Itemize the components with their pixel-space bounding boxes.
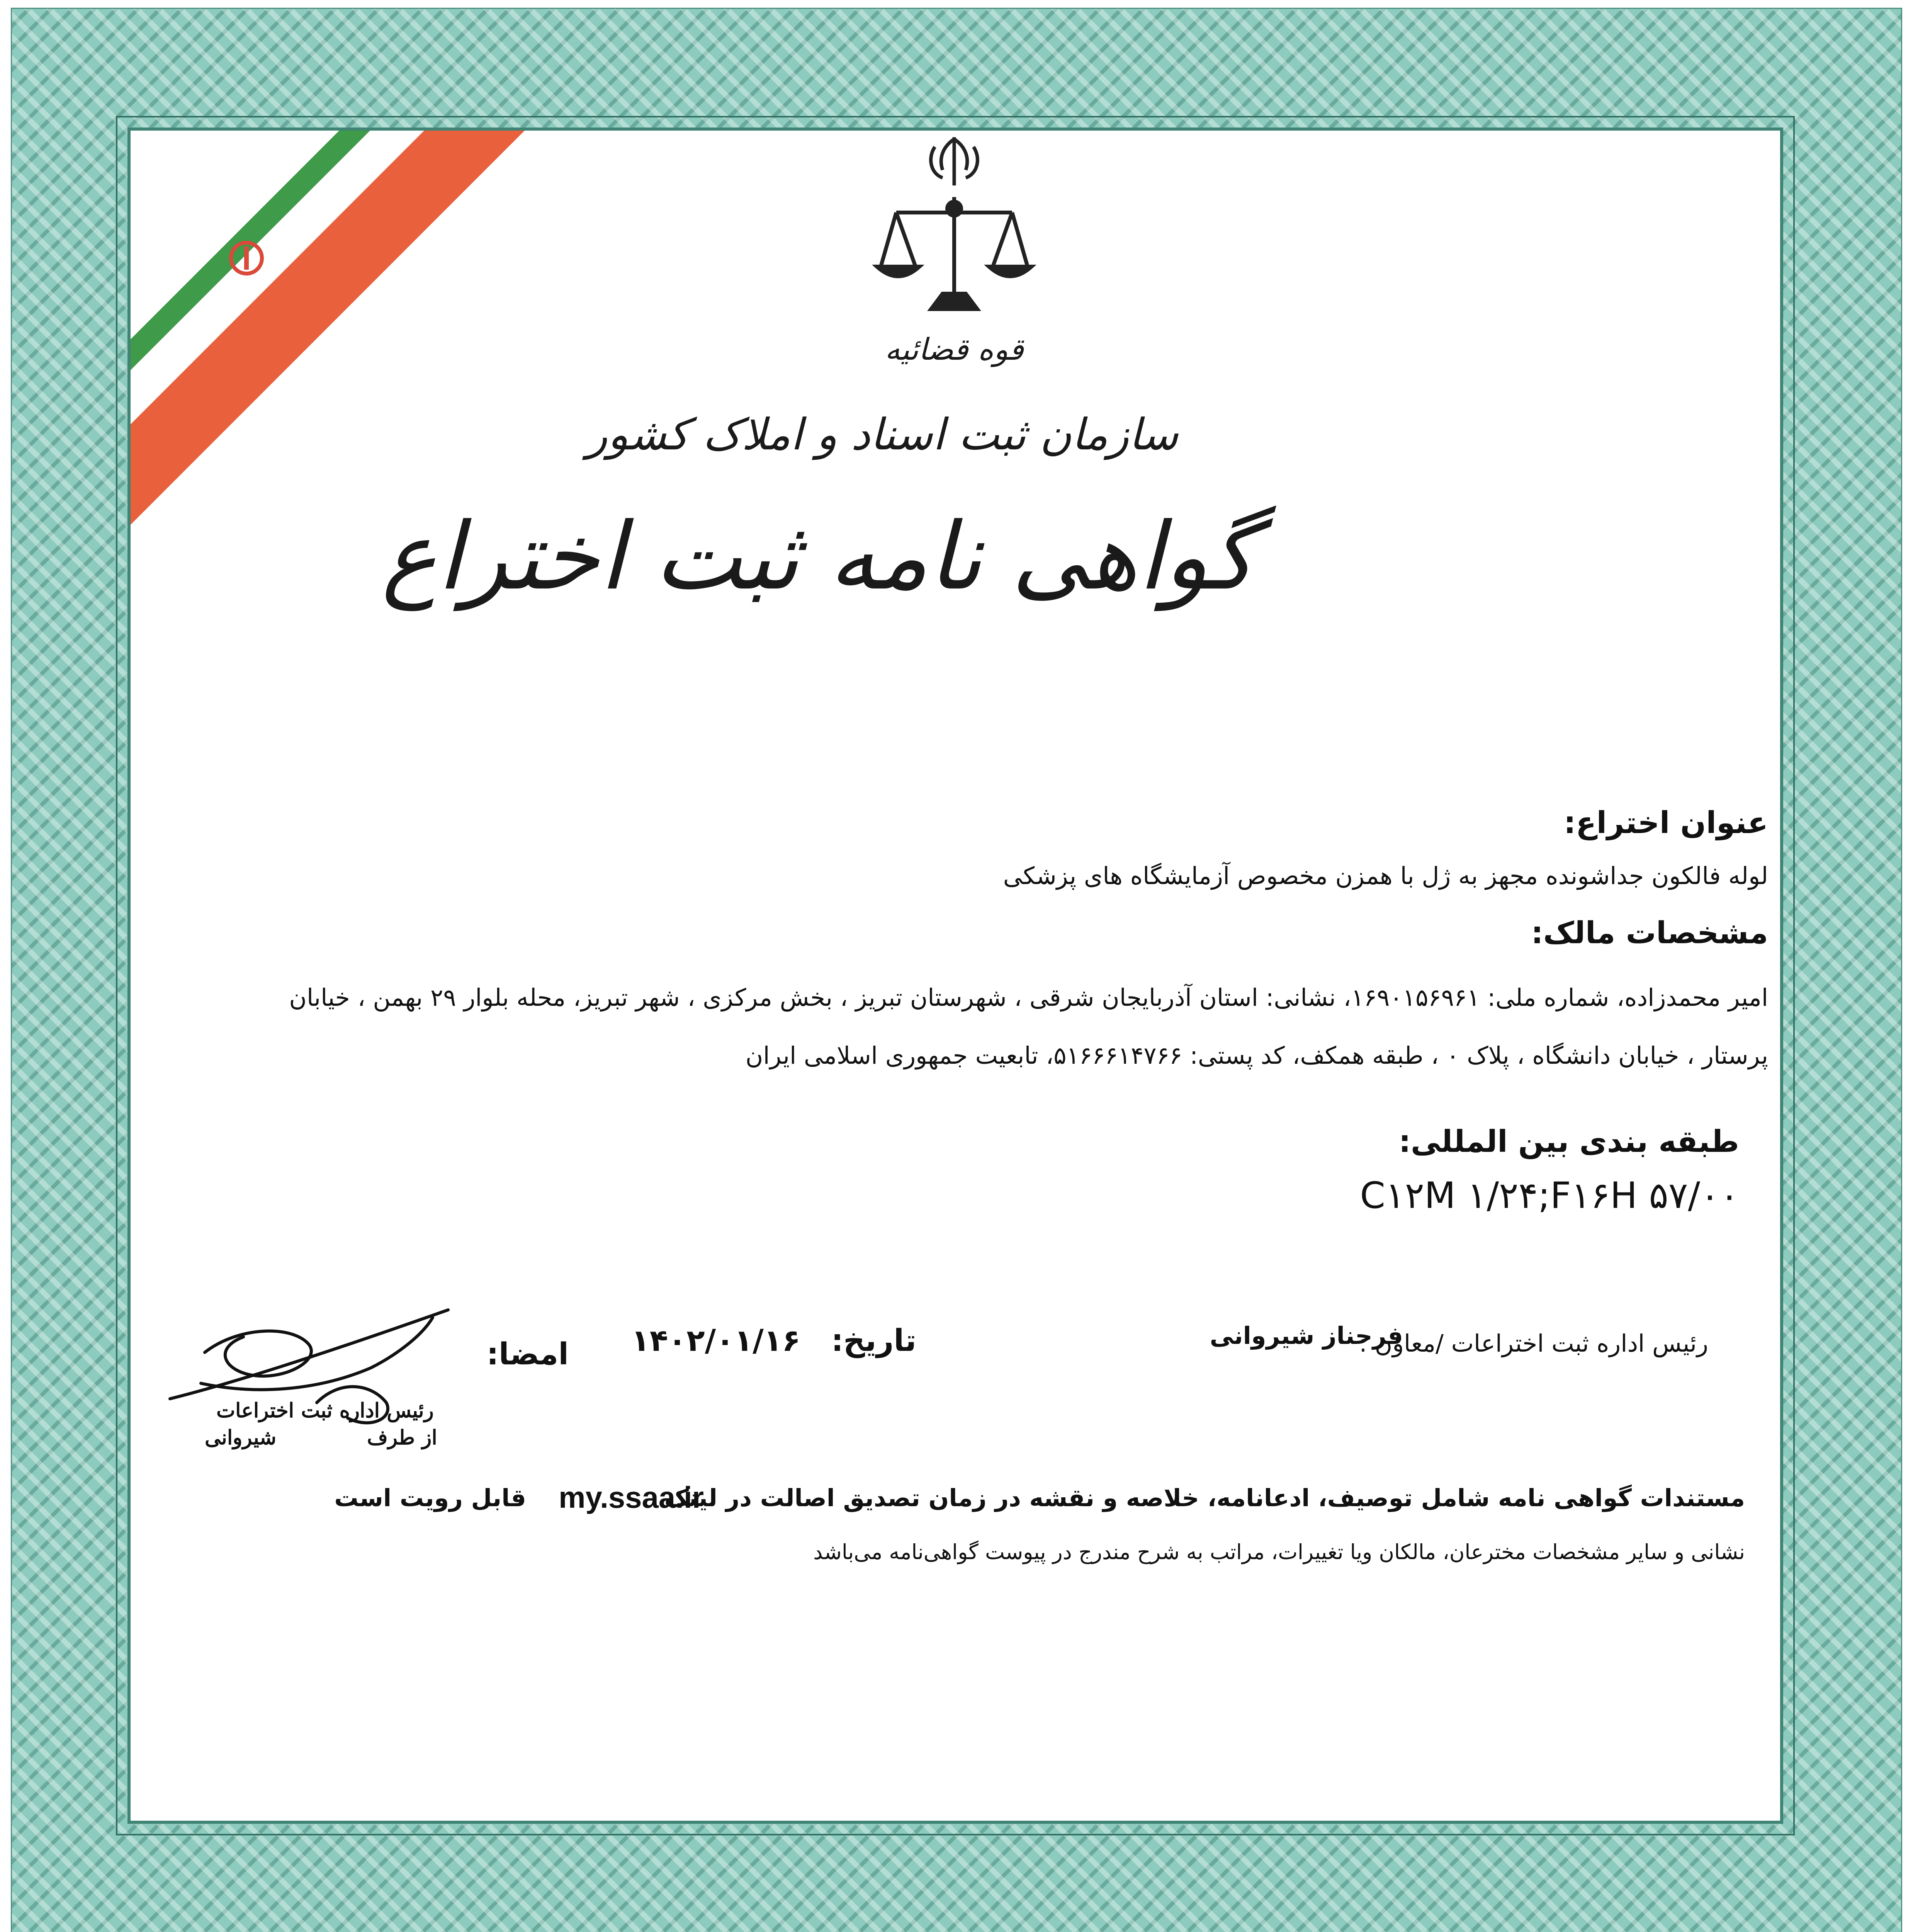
role-label: رئیس اداره ثبت اختراعات /معاون : [1359,1329,1708,1357]
date-label: تاریخ: [831,1323,916,1358]
organization-label: سازمان ثبت اسناد و املاک کشور [586,410,1178,460]
stamp-line-2: از طرف [367,1426,437,1449]
official-name: فرحناز شیروانی [1210,1321,1403,1350]
stamp-line-1: رئیس اداره ثبت اختراعات [216,1399,434,1422]
owner-line-1: امیر محمدزاده، شماره ملی: ۱۶۹۰۱۵۶۹۶۱، نشانی: استان آذربایجان شرقی ، شهرستان تبریز ، بخش مرکزی ، شهر تبریز، محله بلوار ۲۹ بهمن ، خیابان [289,983,1768,1012]
stamp-line-3: شیروانی [205,1426,277,1449]
attachment-note: نشانی و سایر مشخصات مخترعان، مالکان ویا تغییرات، مراتب به شرح مندرج در پیوست گواهی‌نامه می‌باشد [813,1540,1745,1564]
invention-title: لوله فالکون جداشونده مجهز به ژل با همزن مخصوص آزمایشگاه های پزشکی [1003,862,1768,890]
documents-note-start: مستندات گواهی نامه شامل توصیف، ادعانامه، خلاصه و نقشه در زمان تصدیق اصالت در لینک [664,1484,1745,1512]
classification-heading: طبقه بندی بین المللی: [1398,1124,1739,1159]
documents-note-end: قابل رویت است [334,1484,526,1512]
judiciary-emblem-icon [865,131,1043,325]
judiciary-label: قوه قضائیه [885,332,1024,367]
certificate-title: گواهی نامه ثبت اختراع [381,502,1256,611]
owner-heading: مشخصات مالک: [1531,916,1768,951]
sign-label: امضا: [486,1337,569,1372]
owner-line-2: پرستار ، خیابان دانشگاه ، پلاک ۰ ، طبقه همکف، کد پستی: ۵۱۶۶۶۱۴۷۶۶، تابعیت جمهوری اسلامی ایران [745,1041,1768,1070]
verification-link[interactable]: my.ssaa.ir [559,1480,704,1514]
issue-date: ۱۴۰۲/۰۱/۱۶ [631,1323,800,1358]
classification-value: C۱۲M ۱/۲۴;F۱۶H ۵۷/۰۰ [1360,1175,1739,1217]
invention-heading: عنوان اختراع: [1563,806,1768,840]
